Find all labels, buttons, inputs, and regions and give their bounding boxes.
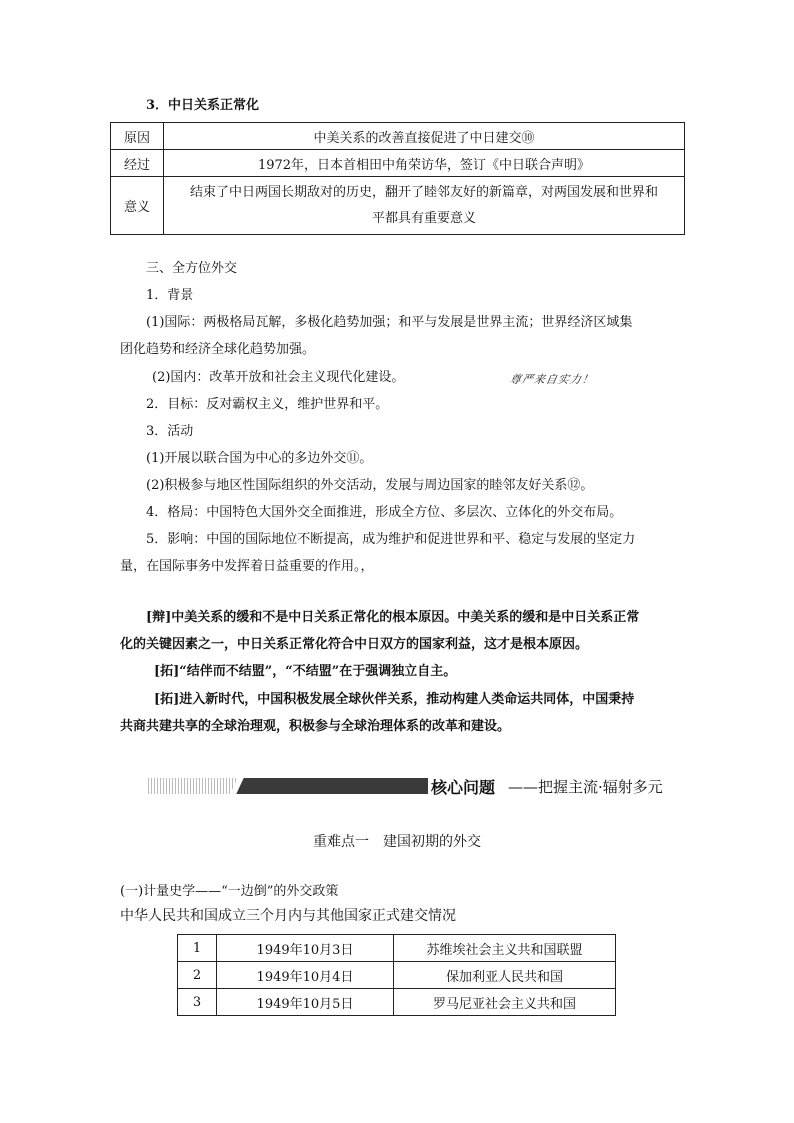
goal-line: 2．目标：反对霸权主义，维护世界和平。	[146, 397, 389, 412]
core-question-banner	[148, 774, 663, 802]
row-country: 保加利亚人民共和国	[394, 962, 616, 989]
section-title: 三、全方位外交	[146, 261, 238, 276]
intl-line-1: (1)国际：两极格局瓦解，多极化趋势加强；和平与发展是世界主流；世界经济区域集	[146, 315, 633, 330]
pattern-line: 4．格局：中国特色大国外交全面推进，形成全方位、多层次、立体化的外交布局。	[146, 505, 623, 520]
impact-line-2: 量，在国际事务中发挥着日益重要的作用。，	[120, 559, 374, 574]
tuo-line-2b: 共商共建共享的全球治理观，积极参与全球治理体系的改革和建设。	[120, 719, 511, 734]
bian-line-1: [辩]中美关系的缓和不是中日关系正常化的根本原因。中美关系的缓和是中日关系正常	[146, 610, 640, 625]
subsection-heading: (一)计量史学——“一边倒”的外交政策	[120, 884, 339, 899]
row-label: 经过	[111, 150, 164, 177]
domestic-line: (2)国内：改革开放和社会主义现代化建设。	[152, 370, 405, 385]
table-caption: 中华人民共和国成立三个月内与其他国家正式建交情况	[120, 908, 456, 924]
row-value: 中美关系的改善直接促进了中日建交⑩	[164, 123, 685, 150]
impact-line-1: 5．影响：中国的国际地位不断提高，成为维护和促进世界和平、稳定与发展的坚定力	[146, 532, 636, 547]
row-value-line-2: 平都具有重要意义	[371, 210, 476, 226]
tuo-line-2a: [拓]进入新时代，中国积极发展全球伙伴关系，推动构建人类命运共同体，中国秉持	[154, 692, 635, 707]
bian-line-2: 化的关键因素之一，中日关系正常化符合中日双方的国家利益，这才是根本原因。	[120, 637, 589, 652]
row-number: 1	[178, 935, 217, 962]
section-heading: 3．中日关系正常化	[146, 98, 260, 113]
table-row	[178, 962, 616, 989]
intl-line-2: 团化趋势和经济全球化趋势加强。	[120, 342, 316, 357]
table-row	[178, 989, 616, 1016]
row-date: 1949年10月4日	[217, 962, 394, 989]
table-row	[111, 150, 685, 177]
row-value-line-1: 结束了中日两国长期敌对的历史，翻开了睦邻友好的新篇章，对两国发展和世界和	[189, 184, 658, 200]
tuo-line-1: [拓]“结伴而不结盟”，“不结盟”在于强调独立自主。	[154, 664, 457, 679]
row-date: 1949年10月5日	[217, 989, 394, 1016]
row-number: 3	[178, 989, 217, 1016]
row-country: 罗马尼亚社会主义共和国	[394, 989, 616, 1016]
table-row	[111, 123, 685, 150]
row-value	[164, 177, 685, 235]
background-heading: 1．背景	[146, 288, 194, 303]
activity-heading: 3．活动	[146, 424, 194, 439]
row-date: 1949年10月3日	[217, 935, 394, 962]
row-number: 2	[178, 962, 217, 989]
row-country: 苏维埃社会主义共和国联盟	[394, 935, 616, 962]
diplomatic-relations-table	[177, 934, 616, 1016]
row-value: 1972年，日本首相田中角荣访华，签订《中日联合声明》	[164, 150, 685, 177]
table-row	[111, 177, 685, 235]
banner-title: 核心问题	[431, 778, 496, 797]
activity-1: (1)开展以联合国为中心的多边外交⑪。	[146, 451, 373, 466]
row-label: 意义	[111, 177, 164, 235]
banner-subtitle: ——把握主流·辐射多元	[508, 778, 663, 796]
row-label: 原因	[111, 123, 164, 150]
table-row	[178, 935, 616, 962]
banner-stripes	[148, 778, 240, 794]
activity-2: (2)积极参与地区性国际组织的外交活动，发展与周边国家的睦邻友好关系⑫。	[146, 478, 594, 493]
key-point-heading: 重难点一 建国初期的外交	[313, 834, 481, 850]
handwritten-note: 尊严来自实力！	[508, 373, 596, 386]
banner-bar	[232, 778, 428, 794]
normalization-table	[110, 122, 685, 235]
